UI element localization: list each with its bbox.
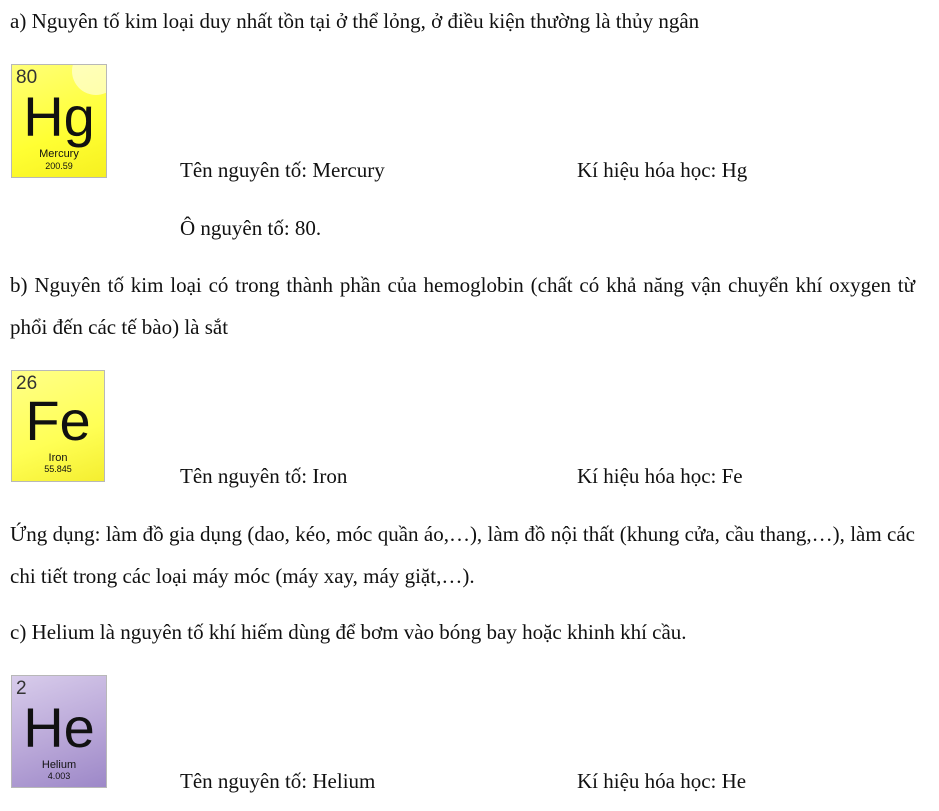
element-symbol-label: Kí hiệu hóa học: Hg	[577, 158, 748, 182]
section-a-heading: a) Nguyên tố kim loại duy nhất tồn tại ở thể lỏng, ở điều kiện thường là thủy ngân	[10, 9, 700, 33]
atomic-number: 2	[16, 678, 27, 699]
element-name-label: Tên nguyên tố: Iron	[180, 464, 348, 488]
element-name: Helium	[41, 759, 77, 771]
element-name-label: Tên nguyên tố: Helium	[180, 769, 376, 793]
element-name-label: Tên nguyên tố: Mercury	[180, 158, 385, 182]
element-name: Iron	[48, 452, 68, 464]
element-tile-iron	[11, 370, 105, 482]
element-tile-helium	[11, 675, 107, 788]
section-c-heading: c) Helium là nguyên tố khí hiếm dùng để bơm vào bóng bay hoặc khinh khí cầu.	[10, 620, 687, 644]
section-b-heading: b) Nguyên tố kim loại có trong thành phần của hemoglobin (chất có khả năng vận chuyển khí oxygen từ phổi đến các tế bào) là sắt	[10, 273, 915, 339]
element-symbol: Hg	[23, 85, 95, 148]
atomic-number: 80	[16, 67, 38, 88]
element-symbol-label: Kí hiệu hóa học: Fe	[577, 464, 743, 488]
element-symbol: Fe	[25, 389, 91, 452]
element-symbol-label: Kí hiệu hóa học: He	[577, 769, 747, 793]
atomic-number: 26	[16, 373, 38, 394]
element-tile-mercury	[11, 64, 107, 178]
element-name: Mercury	[39, 148, 79, 160]
atomic-mass: 200.59	[45, 161, 73, 171]
element-symbol: He	[23, 696, 95, 759]
atomic-mass: 4.003	[47, 771, 71, 781]
atomic-mass: 55.845	[44, 464, 72, 474]
application-text: Ứng dụng: làm đồ gia dụng (dao, kéo, móc quần áo,…), làm đồ nội thất (khung cửa, cầu thang,…), làm các chi tiết trong các loại máy móc (máy xay, máy giặt,…).	[10, 522, 915, 588]
element-cell-label: Ô nguyên tố: 80.	[180, 216, 322, 240]
